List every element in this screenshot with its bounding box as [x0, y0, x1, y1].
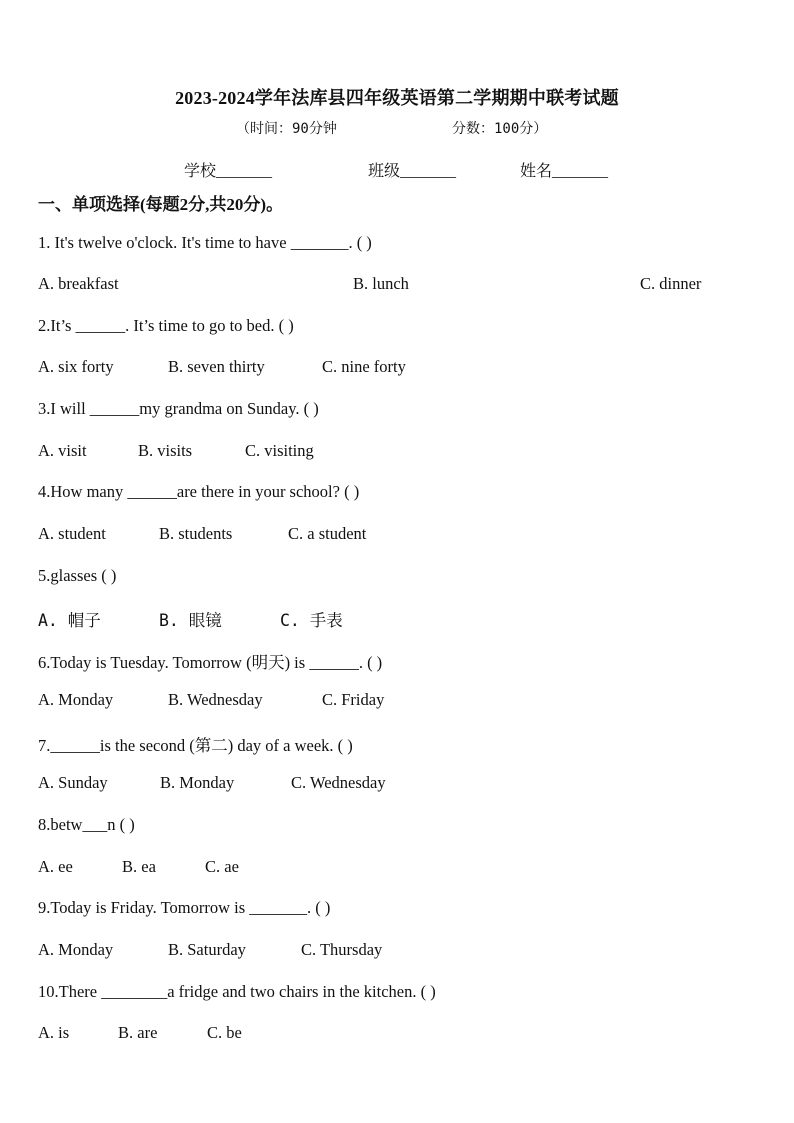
option-a: A. student — [38, 524, 106, 543]
question-stem: 5.glasses ( ) — [38, 566, 117, 585]
option-b: B. ea — [122, 857, 156, 876]
question-stem: 6.Today is Tuesday. Tomorrow (明天) is ______. ( ) — [38, 653, 383, 672]
option-a: A. Monday — [38, 940, 114, 959]
name-field: 姓名_______ — [520, 163, 609, 180]
option-b: B. Monday — [160, 773, 235, 792]
option-c: C. Friday — [322, 690, 385, 709]
option-a: A. is — [38, 1023, 70, 1042]
option-a: A. breakfast — [38, 274, 119, 293]
option-c: C. dinner — [640, 274, 702, 293]
exam-score: 分数：100分） — [452, 121, 548, 137]
option-c: C. 手表 — [280, 611, 343, 630]
option-c: C. nine forty — [322, 357, 406, 376]
option-c: C. be — [207, 1023, 242, 1042]
question-stem: 4.How many ______are there in your school? ( ) — [38, 482, 360, 501]
school-field: 学校_______ — [184, 163, 273, 180]
section-heading: 一、单项选择(每题2分,共20分)。 — [38, 195, 284, 214]
question-stem: 10.There ________a fridge and two chairs in the kitchen. ( ) — [38, 982, 436, 1001]
question-stem: 7.______is the second (第二) day of a week. ( ) — [38, 736, 353, 755]
option-a: A. Sunday — [38, 773, 108, 792]
question-stem: 3.I will ______my grandma on Sunday. ( ) — [38, 399, 319, 418]
option-b: B. Saturday — [168, 940, 246, 959]
option-b: B. 眼镜 — [159, 611, 222, 630]
page-title: 2023-2024学年法库县四年级英语第二学期期中联考试题 — [175, 88, 619, 108]
question-stem: 2.It’s ______. It’s time to go to bed. ( ) — [38, 316, 294, 335]
exam-time: （时间：90分钟 — [236, 121, 337, 137]
option-b: B. seven thirty — [168, 357, 265, 376]
question-stem: 8.betw___n ( ) — [38, 815, 135, 834]
question-stem: 9.Today is Friday. Tomorrow is _______. ( ) — [38, 898, 331, 917]
option-b: B. Wednesday — [168, 690, 263, 709]
option-c: C. Thursday — [301, 940, 383, 959]
option-c: C. visiting — [245, 441, 314, 460]
option-a: A. Monday — [38, 690, 114, 709]
option-a: A. ee — [38, 857, 73, 876]
option-b: B. students — [159, 524, 233, 543]
option-b: B. lunch — [353, 274, 409, 293]
option-c: C. Wednesday — [291, 773, 386, 792]
option-c: C. ae — [205, 857, 239, 876]
option-a: A. six forty — [38, 357, 114, 376]
class-field: 班级_______ — [368, 163, 457, 180]
option-c: C. a student — [288, 524, 367, 543]
option-b: B. visits — [138, 441, 193, 460]
option-a: A. visit — [38, 441, 87, 460]
option-b: B. are — [118, 1023, 158, 1042]
option-a: A. 帽子 — [38, 611, 101, 630]
question-stem: 1. It's twelve o'clock. It's time to have _______. ( ) — [38, 233, 372, 252]
